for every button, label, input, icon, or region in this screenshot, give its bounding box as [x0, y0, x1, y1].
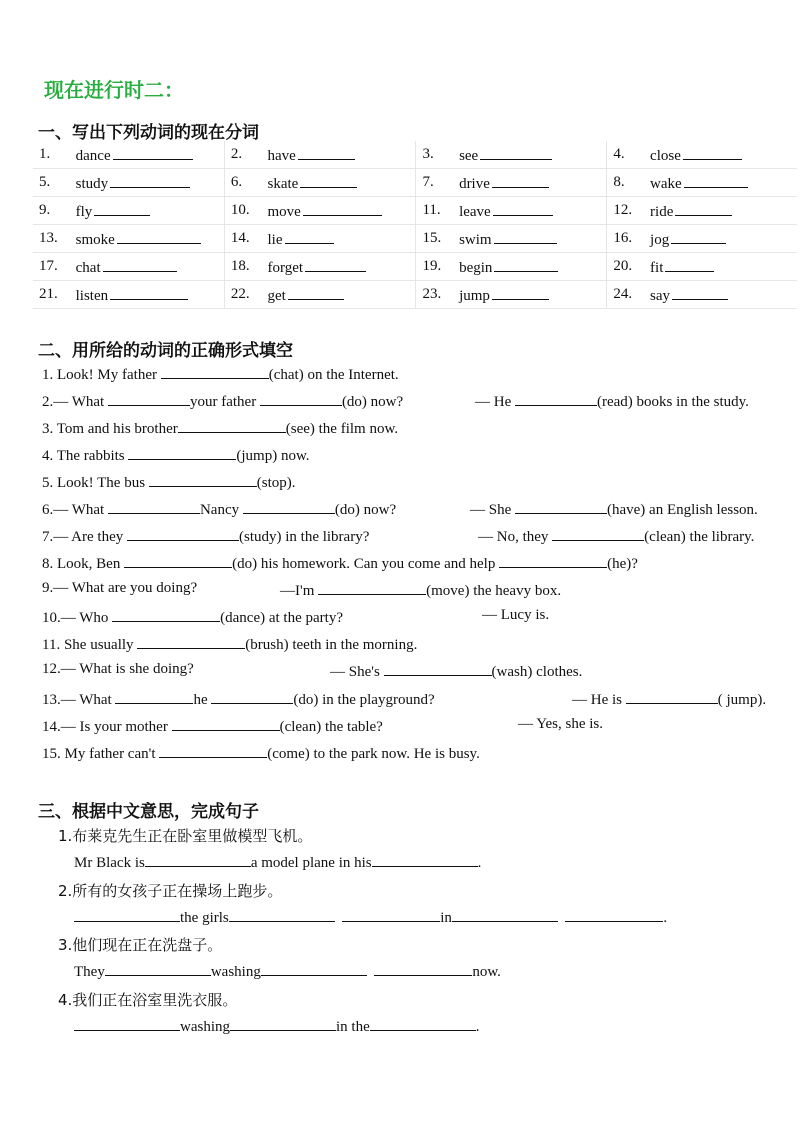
verb-row [33, 281, 797, 309]
section1-heading: 一、写出下列动词的现在分词 [38, 123, 259, 143]
verb-word: jog [650, 231, 670, 248]
verb-row [33, 225, 797, 253]
verb-row [33, 169, 797, 197]
answer-blank[interactable] [626, 689, 718, 704]
question-8: 8. Look, Ben (do) his homework. Can you come and help (he)? [42, 553, 638, 573]
answer-blank[interactable] [303, 201, 382, 216]
question-13-answer: — He is ( jump). [572, 689, 766, 709]
answer-blank[interactable] [108, 499, 200, 514]
answer-blank[interactable] [494, 229, 557, 244]
question-4: 4. The rabbits (jump) now. [42, 445, 310, 465]
answer-blank[interactable] [105, 961, 211, 976]
verb-cell [459, 197, 607, 225]
verb-cell [459, 281, 607, 309]
answer-blank[interactable] [372, 852, 478, 867]
verb-cell [650, 281, 797, 309]
verb-cell [268, 281, 416, 309]
answer-blank[interactable] [285, 229, 335, 244]
verb-number: 2. [224, 141, 267, 169]
answer-blank[interactable] [493, 201, 554, 216]
verb-number: 18. [224, 253, 267, 281]
verb-cell [268, 197, 416, 225]
verb-number: 21. [33, 281, 76, 309]
verb-number: 16. [607, 225, 650, 253]
question-3: 3. Tom and his brother (see) the film now. [42, 418, 398, 438]
verb-word: see [459, 147, 479, 164]
verb-row [33, 197, 797, 225]
question-12-answer: — She's (wash) clothes. [330, 661, 582, 681]
answer-blank[interactable] [494, 257, 557, 272]
answer-blank[interactable] [452, 907, 558, 922]
answer-blank[interactable] [178, 418, 286, 433]
verb-word: get [267, 287, 286, 304]
verb-number: 15. [416, 225, 459, 253]
verb-table [33, 141, 797, 309]
answer-blank[interactable] [243, 499, 335, 514]
verb-cell [459, 169, 607, 197]
question-10-answer: — Lucy is. [482, 607, 550, 623]
verb-cell [650, 169, 797, 197]
answer-blank[interactable] [480, 145, 551, 160]
answer-blank[interactable] [260, 391, 342, 406]
answer-blank[interactable] [300, 173, 357, 188]
answer-blank[interactable] [128, 445, 236, 460]
verb-cell [76, 169, 225, 197]
verb-cell [650, 253, 797, 281]
verb-word: ride [650, 203, 674, 220]
question-12: 12.— What is she doing? [42, 661, 194, 677]
verb-word: swim [459, 231, 492, 248]
answer-blank[interactable] [115, 689, 193, 704]
verb-number: 10. [224, 197, 267, 225]
answer-blank[interactable] [298, 145, 355, 160]
verb-word: fly [75, 203, 93, 220]
answer-blank[interactable] [288, 285, 344, 300]
section2-heading: 二、用所给的动词的正确形式填空 [38, 341, 293, 361]
verb-cell [76, 197, 225, 225]
verb-number: 8. [607, 169, 650, 197]
verb-cell [650, 225, 797, 253]
question-2: 2.— What your father (do) now? [42, 391, 403, 411]
answer-blank[interactable] [672, 285, 728, 300]
answer-blank[interactable] [318, 580, 426, 595]
verb-number: 12. [607, 197, 650, 225]
verb-word: lie [267, 231, 283, 248]
verb-row [33, 253, 797, 281]
verb-number: 9. [33, 197, 76, 225]
question-14-answer: — Yes, she is. [518, 716, 604, 732]
sentence-4-english: washing in the . [74, 1016, 480, 1036]
answer-blank[interactable] [374, 961, 472, 976]
worksheet-title: 现在进行时二： [44, 78, 184, 102]
sentence-2-english: the girls in . [74, 907, 667, 927]
verb-number: 4. [607, 141, 650, 169]
verb-number: 1. [33, 141, 76, 169]
answer-blank[interactable] [149, 472, 257, 487]
answer-blank[interactable] [110, 173, 189, 188]
question-5: 5. Look! The bus (stop). [42, 472, 296, 492]
answer-blank[interactable] [370, 1016, 476, 1031]
answer-blank[interactable] [211, 689, 293, 704]
answer-blank[interactable] [515, 391, 597, 406]
sentence-4-chinese: 4.我们正在浴室里洗衣服。 [58, 991, 238, 1009]
answer-blank[interactable] [74, 1016, 180, 1031]
verb-word: study [75, 175, 109, 192]
verb-word: dance [75, 147, 111, 164]
question-9: 9.— What are you doing? [42, 580, 198, 596]
answer-blank[interactable] [683, 145, 743, 160]
verb-word: smoke [75, 231, 115, 248]
sentence-3-english: They washing now. [74, 961, 501, 981]
verb-cell [268, 253, 416, 281]
verb-number: 3. [416, 141, 459, 169]
sentence-1-chinese: 1.布莱克先生正在卧室里做模型飞机。 [58, 827, 313, 845]
question-14: 14.— Is your mother (clean) the table? [42, 716, 383, 736]
answer-blank[interactable] [145, 852, 251, 867]
verb-cell [76, 281, 225, 309]
verb-word: have [267, 147, 296, 164]
verb-number: 20. [607, 253, 650, 281]
question-7-answer: — No, they (clean) the library. [478, 526, 754, 546]
verb-number: 13. [33, 225, 76, 253]
verb-cell [268, 141, 416, 169]
answer-blank[interactable] [499, 553, 607, 568]
verb-number: 19. [416, 253, 459, 281]
question-1: 1. Look! My father (chat) on the Internet. [42, 364, 399, 384]
verb-word: listen [75, 287, 109, 304]
verb-number: 5. [33, 169, 76, 197]
verb-cell [459, 253, 607, 281]
answer-blank[interactable] [565, 907, 663, 922]
verb-cell [459, 141, 607, 169]
answer-blank[interactable] [159, 743, 267, 758]
answer-blank[interactable] [342, 907, 440, 922]
answer-blank[interactable] [108, 391, 190, 406]
sentence-2-chinese: 2.所有的女孩子正在操场上跑步。 [58, 882, 283, 900]
answer-blank[interactable] [113, 145, 194, 160]
verb-number: 24. [607, 281, 650, 309]
answer-blank[interactable] [117, 229, 201, 244]
verb-number: 6. [224, 169, 267, 197]
section3-heading: 三、根据中文意思，完成句子 [38, 802, 259, 822]
question-9-answer: —I'm (move) the heavy box. [280, 580, 561, 600]
answer-blank[interactable] [671, 229, 726, 244]
verb-number: 22. [224, 281, 267, 309]
answer-blank[interactable] [492, 285, 549, 300]
sentence-1-english: Mr Black is a model plane in his . [74, 852, 481, 872]
verb-cell [650, 141, 797, 169]
question-13: 13.— What he (do) in the playground? [42, 689, 435, 709]
answer-blank[interactable] [384, 661, 492, 676]
answer-blank[interactable] [261, 961, 367, 976]
answer-blank[interactable] [552, 526, 644, 541]
answer-blank[interactable] [305, 257, 366, 272]
verb-word: fit [650, 259, 664, 276]
verb-word: leave [459, 203, 491, 220]
verb-cell [459, 225, 607, 253]
question-11: 11. She usually (brush) teeth in the morning. [42, 634, 417, 654]
verb-word: begin [459, 259, 493, 276]
verb-cell [268, 225, 416, 253]
answer-blank[interactable] [665, 257, 713, 272]
sentence-3-chinese: 3.他们现在正在洗盘子。 [58, 936, 223, 954]
answer-blank[interactable] [124, 553, 232, 568]
verb-word: close [650, 147, 681, 164]
question-10: 10.— Who (dance) at the party? [42, 607, 343, 627]
answer-blank[interactable] [137, 634, 245, 649]
question-7: 7.— Are they (study) in the library? [42, 526, 369, 546]
verb-word: jump [459, 287, 490, 304]
question-2-answer: — He (read) books in the study. [475, 391, 749, 411]
verb-number: 14. [224, 225, 267, 253]
answer-blank[interactable] [74, 907, 180, 922]
verb-word: chat [75, 259, 101, 276]
answer-blank[interactable] [229, 907, 335, 922]
answer-blank[interactable] [161, 364, 269, 379]
answer-blank[interactable] [230, 1016, 336, 1031]
answer-blank[interactable] [103, 257, 177, 272]
verb-number: 17. [33, 253, 76, 281]
verb-word: wake [650, 175, 682, 192]
verb-number: 23. [416, 281, 459, 309]
question-15: 15. My father can't (come) to the park now. He is busy. [42, 743, 480, 763]
verb-number: 7. [416, 169, 459, 197]
answer-blank[interactable] [492, 173, 549, 188]
verb-cell [268, 169, 416, 197]
answer-blank[interactable] [94, 201, 150, 216]
answer-blank[interactable] [127, 526, 239, 541]
verb-word: forget [267, 259, 304, 276]
answer-blank[interactable] [112, 607, 220, 622]
verb-cell [76, 225, 225, 253]
verb-number: 11. [416, 197, 459, 225]
verb-word: skate [267, 175, 299, 192]
answer-blank[interactable] [172, 716, 280, 731]
answer-blank[interactable] [675, 201, 732, 216]
answer-blank[interactable] [515, 499, 607, 514]
verb-word: move [267, 203, 301, 220]
verb-cell [76, 253, 225, 281]
verb-word: drive [459, 175, 490, 192]
verb-cell [76, 141, 225, 169]
answer-blank[interactable] [110, 285, 188, 300]
verb-word: say [650, 287, 671, 304]
question-6: 6.— What Nancy (do) now? [42, 499, 396, 519]
answer-blank[interactable] [684, 173, 748, 188]
question-6-answer: — She (have) an English lesson. [470, 499, 758, 519]
verb-cell [650, 197, 797, 225]
verb-row [33, 141, 797, 169]
